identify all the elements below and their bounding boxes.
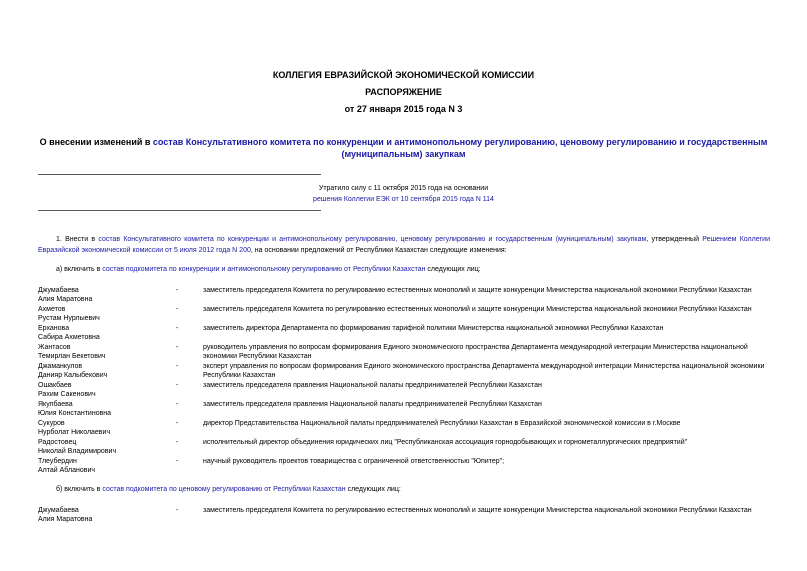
committee-link[interactable]: состав Консультативного комитета по конкуренции и антимонопольному регулированию, ценовому регулированию и государственным (муниципальным) закупкам bbox=[98, 236, 647, 243]
member-row bbox=[38, 400, 770, 419]
validity-note bbox=[0, 183, 807, 205]
issuer-heading: КОЛЛЕГИЯ ЕВРАЗИЙСКОЙ ЭКОНОМИЧЕСКОЙ КОМИССИИ bbox=[272, 70, 535, 80]
member-given-name: Сабира Ахметовна bbox=[38, 334, 100, 341]
paragraph-1-suffix: , на основании предложений от Республики Казахстан следующие изменения: bbox=[250, 247, 507, 254]
member-dash: - bbox=[176, 401, 179, 408]
member-role: заместитель председателя Комитета по регулированию естественных монополий и защите конкуренции Министерства национальной экономики Республики Казахстан bbox=[203, 306, 752, 313]
member-role: заместитель председателя Комитета по регулированию естественных монополий и защите конкуренции Министерства национальной экономики Республики Казахстан bbox=[203, 507, 752, 514]
member-name bbox=[38, 506, 168, 524]
member-name bbox=[38, 438, 168, 456]
member-name bbox=[38, 305, 168, 323]
member-given-name: Рустам Нурлыевич bbox=[38, 315, 100, 322]
member-role: исполнительный директор объединения юридических лиц "Республиканская ассоциация горнодобывающих и горнометаллургических предприятий" bbox=[203, 439, 688, 446]
member-role: заместитель председателя правления Национальной палаты предпринимателей Республики Казахстан bbox=[203, 382, 542, 389]
member-row bbox=[38, 362, 770, 381]
member-surname: Сукуров bbox=[38, 420, 65, 427]
member-name bbox=[38, 324, 168, 342]
item-b-prefix: б) включить в bbox=[56, 486, 103, 493]
members-list-b bbox=[38, 506, 770, 525]
member-row bbox=[38, 381, 770, 400]
member-row bbox=[38, 305, 770, 324]
member-name bbox=[38, 457, 168, 475]
title-link[interactable]: состав Консультативного комитета по конкуренции и антимонопольному регулированию, ценовому регулированию и государственным (муниципальным) закупкам bbox=[152, 137, 768, 159]
member-given-name: Алия Маратовна bbox=[38, 516, 93, 523]
member-surname: Джумабаева bbox=[38, 507, 79, 514]
member-name bbox=[38, 381, 168, 399]
member-role: директор Представительства Национальной палаты предпринимателей Республики Казахстан в Евразийской экономической комиссии в г.Москве bbox=[203, 420, 681, 427]
item-a bbox=[56, 264, 481, 275]
member-dash: - bbox=[176, 325, 179, 332]
member-row bbox=[38, 506, 770, 525]
member-name bbox=[38, 286, 168, 304]
member-surname: Джаманкулов bbox=[38, 363, 83, 370]
member-row bbox=[38, 286, 770, 305]
member-given-name: Нурболат Николаевич bbox=[38, 429, 111, 436]
member-role: заместитель директора Департамента по формированию тарифной политики Министерства национальной экономики Республики Казахстан bbox=[203, 325, 664, 332]
member-role: научный руководитель проектов товарищества с ограниченной ответственностью "Юпитер"; bbox=[203, 458, 505, 465]
member-name bbox=[38, 362, 168, 380]
member-surname: Ошакбаев bbox=[38, 382, 72, 389]
member-row bbox=[38, 324, 770, 343]
member-given-name: Юлия Константиновна bbox=[38, 410, 112, 417]
member-surname: Ахметов bbox=[38, 306, 66, 313]
paragraph-1 bbox=[38, 234, 770, 256]
member-role: эксперт управления по вопросам формирования Единого экономического пространства Департамента международной интеграции Министерства национальной экономики Республики Казахстан bbox=[203, 363, 765, 379]
member-given-name: Рахим Сакенович bbox=[38, 391, 96, 398]
member-surname: Жантасов bbox=[38, 344, 71, 351]
member-given-name: Данияр Калыбекович bbox=[38, 372, 108, 379]
member-dash: - bbox=[176, 363, 179, 370]
validity-line: Утратило силу с 11 октября 2015 года на основании bbox=[318, 185, 489, 192]
member-given-name: Алия Маратовна bbox=[38, 296, 93, 303]
member-role: заместитель председателя правления Национальной палаты предпринимателей Республики Казахстан bbox=[203, 401, 542, 408]
title-prefix: О внесении изменений в bbox=[39, 137, 153, 147]
member-dash: - bbox=[176, 306, 179, 313]
validity-link[interactable]: решения Коллегии ЕЭК от 10 сентября 2015 года N 114 bbox=[313, 196, 494, 203]
document-title bbox=[30, 136, 777, 160]
member-given-name: Николай Владимирович bbox=[38, 448, 117, 455]
item-a-link[interactable]: состав подкомитета по конкуренции и антимонопольному регулированию от Республики Казахстан bbox=[102, 266, 426, 273]
paragraph-1-prefix: 1. Внести в bbox=[56, 236, 99, 243]
member-row bbox=[38, 343, 770, 362]
item-b-suffix: следующих лиц: bbox=[345, 486, 401, 493]
divider-bottom bbox=[38, 210, 321, 211]
member-role: руководитель управления по вопросам формирования Единого экономического пространства Департамента международной интеграции Министерства национальной экономики Республики Казахстан bbox=[203, 344, 748, 360]
member-row bbox=[38, 419, 770, 438]
member-dash: - bbox=[176, 420, 179, 427]
member-surname: Ерханова bbox=[38, 325, 70, 332]
member-role: заместитель председателя Комитета по регулированию естественных монополий и защите конкуренции Министерства национальной экономики Республики Казахстан bbox=[203, 287, 752, 294]
member-given-name: Темирлан Бекетович bbox=[38, 353, 106, 360]
member-surname: Радостовец bbox=[38, 439, 77, 446]
member-row bbox=[38, 438, 770, 457]
item-a-suffix: следующих лиц: bbox=[425, 266, 481, 273]
member-dash: - bbox=[176, 439, 179, 446]
decision-link[interactable]: Решением Коллегии Евразийской экономической комиссии от 5 июля 2012 года N 200 bbox=[38, 236, 770, 254]
item-a-prefix: а) включить в bbox=[56, 266, 103, 273]
member-dash: - bbox=[176, 287, 179, 294]
member-name bbox=[38, 400, 168, 418]
document-date-heading: от 27 января 2015 года N 3 bbox=[344, 104, 463, 114]
document-type-heading: РАСПОРЯЖЕНИЕ bbox=[365, 87, 442, 97]
members-list-a bbox=[38, 286, 770, 476]
member-surname: Тлеубердин bbox=[38, 458, 77, 465]
paragraph-1-mid: , утвержденный bbox=[646, 236, 703, 243]
member-name bbox=[38, 419, 168, 437]
member-given-name: Алтай Абланович bbox=[38, 467, 96, 474]
member-name bbox=[38, 343, 168, 361]
member-row bbox=[38, 457, 770, 476]
member-dash: - bbox=[176, 458, 179, 465]
member-surname: Джумабаева bbox=[38, 287, 79, 294]
item-b-link[interactable]: состав подкомитета по ценовому регулированию от Республики Казахстан bbox=[102, 486, 346, 493]
item-b bbox=[56, 484, 401, 495]
member-dash: - bbox=[176, 344, 179, 351]
member-surname: Якупбаева bbox=[38, 401, 73, 408]
member-dash: - bbox=[176, 382, 179, 389]
divider-top bbox=[38, 174, 321, 175]
member-dash: - bbox=[176, 507, 179, 514]
